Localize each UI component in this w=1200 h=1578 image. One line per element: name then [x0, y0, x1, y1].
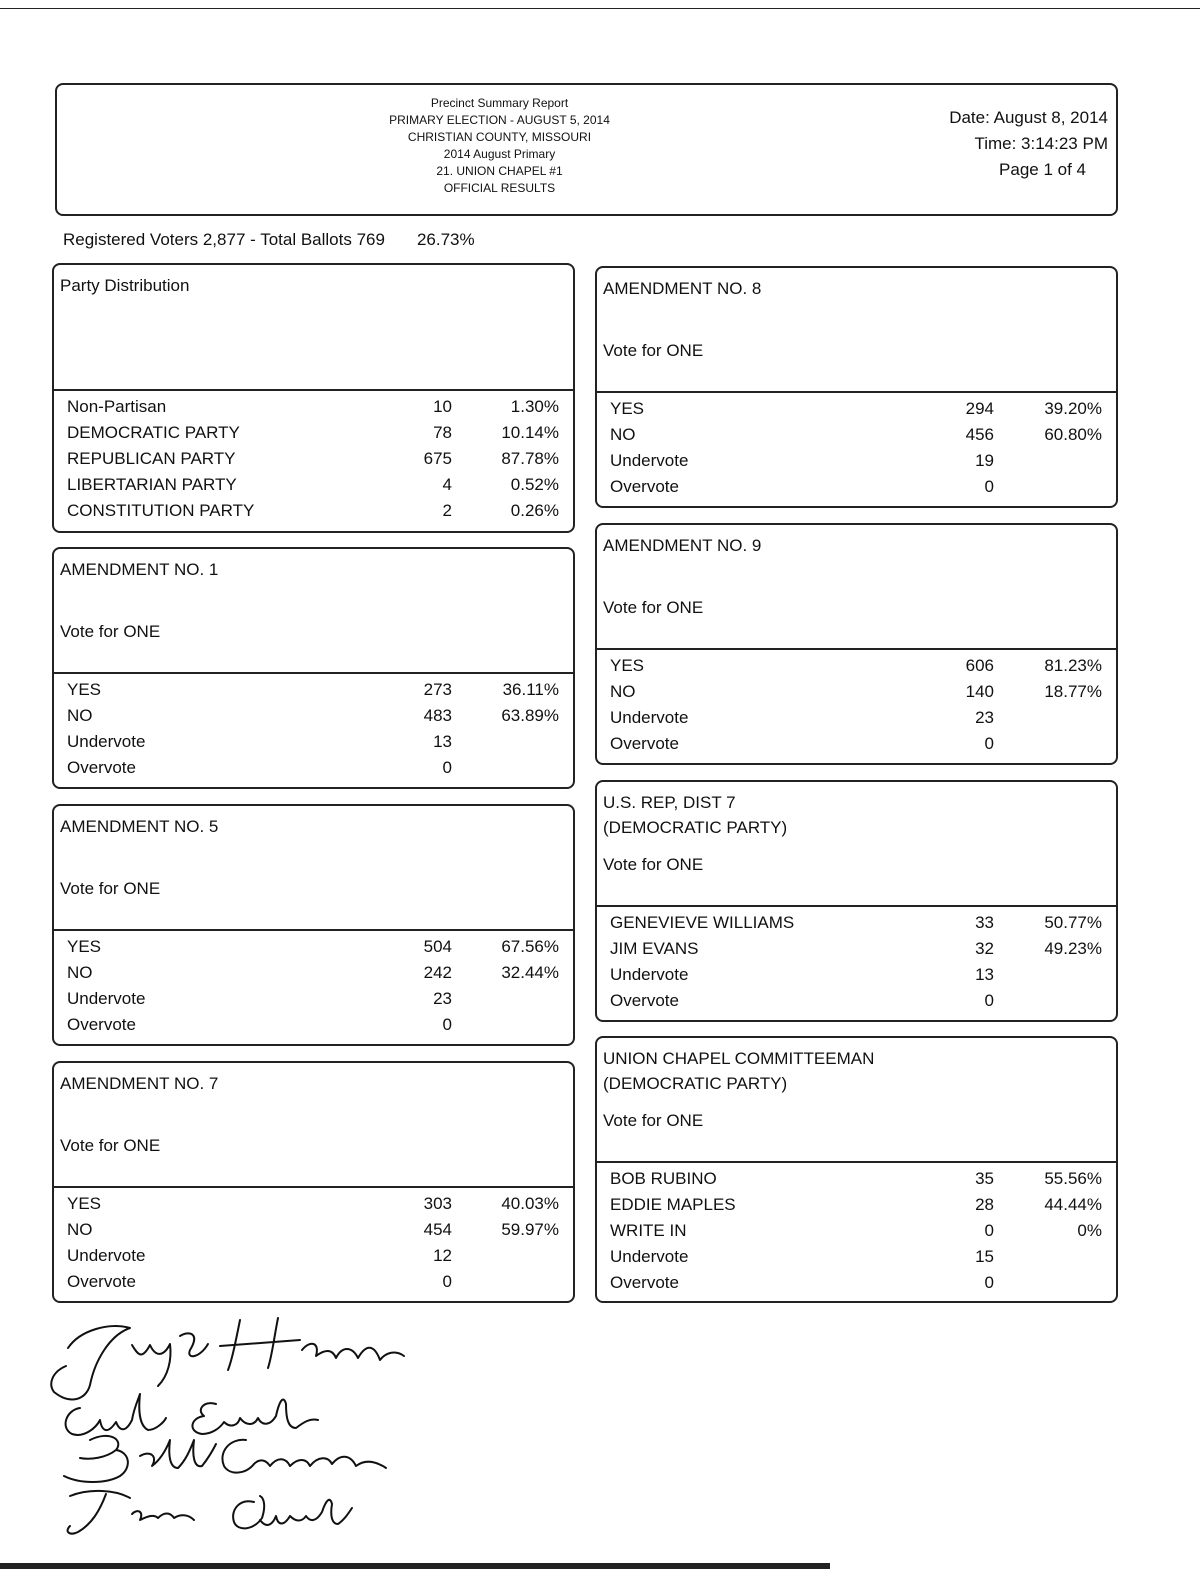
- vote-count: 10: [433, 397, 452, 416]
- vote-count: 0: [442, 1272, 452, 1291]
- table-row: [597, 1166, 1116, 1192]
- vote-count: 454: [423, 1220, 452, 1239]
- table-row: [54, 1012, 573, 1038]
- contest-party: (DEMOCRATIC PARTY): [603, 818, 788, 837]
- contest-amendment-5: [52, 804, 575, 1046]
- vote-count: 606: [965, 656, 994, 675]
- table-row: [54, 934, 573, 960]
- result-rows: [597, 910, 1116, 1014]
- choice-name: Overvote: [610, 991, 679, 1010]
- table-row: [54, 677, 573, 703]
- result-rows: [54, 677, 573, 781]
- page-number: Page 1 of 4: [999, 160, 1086, 179]
- vote-count: 23: [433, 989, 452, 1008]
- vote-percent: 36.11%: [502, 680, 559, 699]
- vote-count: 273: [423, 680, 452, 699]
- turnout-summary: [63, 230, 475, 250]
- election-subtitle: 2014 August Primary: [443, 147, 556, 161]
- table-row: [54, 1269, 573, 1295]
- vote-count: 78: [433, 423, 452, 442]
- choice-name: Undervote: [67, 989, 146, 1008]
- table-row: [54, 703, 573, 729]
- vote-percent: 44.44%: [1044, 1195, 1102, 1214]
- vote-count: 504: [423, 937, 452, 956]
- results-status: OFFICIAL RESULTS: [443, 181, 556, 195]
- result-rows: [54, 394, 573, 524]
- vote-percent: 1.30%: [510, 397, 559, 416]
- vote-count: 12: [433, 1246, 452, 1265]
- choice-name: Overvote: [67, 758, 136, 777]
- vote-count: 483: [423, 706, 452, 725]
- table-row: [597, 988, 1116, 1014]
- vote-for-instruction: Vote for ONE: [603, 855, 704, 874]
- contest-title: AMENDMENT NO. 8: [603, 279, 762, 298]
- scan-edge-bottom: [0, 1563, 830, 1569]
- vote-count: 15: [975, 1247, 994, 1266]
- vote-percent: 32.44%: [501, 963, 559, 982]
- signature-3: [64, 1436, 386, 1482]
- vote-count: 23: [975, 708, 994, 727]
- choice-name: NO: [610, 425, 636, 444]
- choice-name: GENEVIEVE WILLIAMS: [610, 913, 795, 932]
- choice-name: NO: [67, 1220, 93, 1239]
- choice-name: Overvote: [67, 1272, 136, 1291]
- vote-percent: 67.56%: [501, 937, 559, 956]
- table-row: [597, 474, 1116, 500]
- vote-count: 675: [423, 449, 452, 468]
- scan-edge-top: [0, 8, 1200, 9]
- vote-percent: 59.97%: [501, 1220, 559, 1239]
- vote-count: 2: [442, 501, 452, 520]
- choice-name: DEMOCRATIC PARTY: [67, 423, 240, 442]
- choice-name: JIM EVANS: [610, 939, 699, 958]
- vote-percent: 49.23%: [1044, 939, 1102, 958]
- choice-name: YES: [610, 399, 645, 418]
- table-row: [597, 910, 1116, 936]
- vote-count: 294: [965, 399, 994, 418]
- table-row: [597, 653, 1116, 679]
- choice-name: Undervote: [610, 965, 689, 984]
- vote-count: 456: [965, 425, 994, 444]
- result-rows: [597, 396, 1116, 500]
- vote-for-instruction: Vote for ONE: [603, 1111, 704, 1130]
- report-date: Date: August 8, 2014: [949, 108, 1108, 127]
- vote-count: 0: [442, 758, 452, 777]
- table-row: [54, 1191, 573, 1217]
- vote-for-instruction: Vote for ONE: [60, 1136, 161, 1155]
- vote-count: 33: [975, 913, 994, 932]
- contest-title: U.S. REP, DIST 7: [603, 793, 736, 812]
- contest-amendment-7: [52, 1061, 575, 1303]
- vote-percent: 81.23%: [1044, 656, 1102, 675]
- vote-count: 35: [975, 1169, 994, 1188]
- vote-count: 0: [984, 1221, 994, 1240]
- table-row: [597, 1270, 1116, 1296]
- choice-name: Undervote: [67, 1246, 146, 1265]
- choice-name: NO: [610, 682, 636, 701]
- vote-count: 0: [984, 1273, 994, 1292]
- choice-name: Undervote: [610, 708, 689, 727]
- table-row: [54, 960, 573, 986]
- table-row: [54, 472, 573, 498]
- contest-party-distribution: [52, 263, 575, 533]
- report-meta: [949, 105, 1108, 183]
- vote-percent: 63.89%: [501, 706, 559, 725]
- report-title: Precinct Summary Report: [430, 96, 569, 110]
- vote-percent: 0.26%: [510, 501, 559, 520]
- report-title-block: [357, 95, 642, 197]
- contest-title: AMENDMENT NO. 1: [60, 560, 219, 579]
- result-rows: [54, 934, 573, 1038]
- table-row: [54, 394, 573, 420]
- vote-count: 28: [975, 1195, 994, 1214]
- table-row: [54, 755, 573, 781]
- signature-1: [51, 1318, 404, 1399]
- vote-count: 4: [442, 475, 452, 494]
- election-name: PRIMARY ELECTION - AUGUST 5, 2014: [389, 113, 610, 127]
- table-row: [54, 498, 573, 524]
- turnout-text: Registered Voters 2,877 - Total Ballots 769: [63, 230, 385, 249]
- vote-count: 32: [975, 939, 994, 958]
- table-row: [597, 448, 1116, 474]
- choice-name: YES: [610, 656, 645, 675]
- vote-percent: 18.77%: [1044, 682, 1102, 701]
- vote-for-instruction: Vote for ONE: [60, 879, 161, 898]
- choice-name: Overvote: [610, 734, 679, 753]
- report-header: [55, 83, 1118, 216]
- choice-name: LIBERTARIAN PARTY: [67, 475, 237, 494]
- contest-amendment-9: [595, 523, 1118, 765]
- choice-name: NO: [67, 706, 93, 725]
- vote-count: 0: [984, 477, 994, 496]
- contest-title: Party Distribution: [60, 276, 190, 295]
- choice-name: CONSTITUTION PARTY: [67, 501, 255, 520]
- choice-name: Overvote: [610, 477, 679, 496]
- vote-percent: 50.77%: [1044, 913, 1102, 932]
- signature-2: [66, 1394, 318, 1435]
- table-row: [54, 729, 573, 755]
- table-row: [597, 1192, 1116, 1218]
- vote-percent: 39.20%: [1044, 399, 1102, 418]
- choice-name: Overvote: [610, 1273, 679, 1292]
- choice-name: BOB RUBINO: [610, 1169, 717, 1188]
- contest-us-rep-dist-7: [595, 780, 1118, 1022]
- table-row: [597, 705, 1116, 731]
- county-name: CHRISTIAN COUNTY, MISSOURI: [407, 130, 592, 144]
- vote-count: 19: [975, 451, 994, 470]
- table-row: [54, 986, 573, 1012]
- vote-percent: 10.14%: [501, 423, 559, 442]
- vote-percent: 40.03%: [501, 1194, 559, 1213]
- vote-percent: 0%: [1077, 1221, 1102, 1240]
- table-row: [597, 396, 1116, 422]
- vote-percent: 55.56%: [1044, 1169, 1102, 1188]
- choice-name: Undervote: [67, 732, 146, 751]
- contest-title: AMENDMENT NO. 5: [60, 817, 219, 836]
- choice-name: WRITE IN: [610, 1221, 687, 1240]
- vote-percent: 87.78%: [501, 449, 559, 468]
- contest-title: AMENDMENT NO. 7: [60, 1074, 219, 1093]
- turnout-percent: 26.73%: [416, 230, 475, 249]
- result-rows: [597, 653, 1116, 757]
- choice-name: YES: [67, 937, 102, 956]
- handwritten-signatures: [40, 1300, 420, 1550]
- table-row: [597, 422, 1116, 448]
- choice-name: NO: [67, 963, 93, 982]
- contest-amendment-1: [52, 547, 575, 789]
- vote-percent: 60.80%: [1044, 425, 1102, 444]
- table-row: [54, 1243, 573, 1269]
- choice-name: EDDIE MAPLES: [610, 1195, 736, 1214]
- vote-count: 303: [423, 1194, 452, 1213]
- table-row: [597, 731, 1116, 757]
- table-row: [597, 679, 1116, 705]
- table-row: [54, 446, 573, 472]
- vote-count: 0: [442, 1015, 452, 1034]
- vote-count: 13: [433, 732, 452, 751]
- table-row: [597, 1218, 1116, 1244]
- choice-name: Undervote: [610, 451, 689, 470]
- table-row: [54, 420, 573, 446]
- vote-count: 242: [423, 963, 452, 982]
- table-row: [597, 936, 1116, 962]
- contest-amendment-8: [595, 266, 1118, 508]
- choice-name: REPUBLICAN PARTY: [67, 449, 236, 468]
- choice-name: YES: [67, 1194, 102, 1213]
- table-row: [597, 962, 1116, 988]
- contest-party: (DEMOCRATIC PARTY): [603, 1074, 788, 1093]
- vote-for-instruction: Vote for ONE: [603, 341, 704, 360]
- vote-count: 13: [975, 965, 994, 984]
- result-rows: [597, 1166, 1116, 1296]
- vote-for-instruction: Vote for ONE: [603, 598, 704, 617]
- choice-name: YES: [67, 680, 102, 699]
- choice-name: Undervote: [610, 1247, 689, 1266]
- contest-title: AMENDMENT NO. 9: [603, 536, 762, 555]
- vote-for-instruction: Vote for ONE: [60, 622, 161, 641]
- vote-count: 0: [984, 991, 994, 1010]
- choice-name: Overvote: [67, 1015, 136, 1034]
- signature-4: [68, 1491, 352, 1534]
- precinct-name: 21. UNION CHAPEL #1: [436, 164, 563, 178]
- vote-count: 0: [984, 734, 994, 753]
- choice-name: Non-Partisan: [67, 397, 167, 416]
- contest-union-chapel-committeeman: [595, 1036, 1118, 1303]
- table-row: [597, 1244, 1116, 1270]
- vote-count: 140: [965, 682, 994, 701]
- table-row: [54, 1217, 573, 1243]
- report-time: Time: 3:14:23 PM: [974, 134, 1108, 153]
- contest-title: UNION CHAPEL COMMITTEEMAN: [603, 1049, 875, 1068]
- vote-percent: 0.52%: [510, 475, 559, 494]
- result-rows: [54, 1191, 573, 1295]
